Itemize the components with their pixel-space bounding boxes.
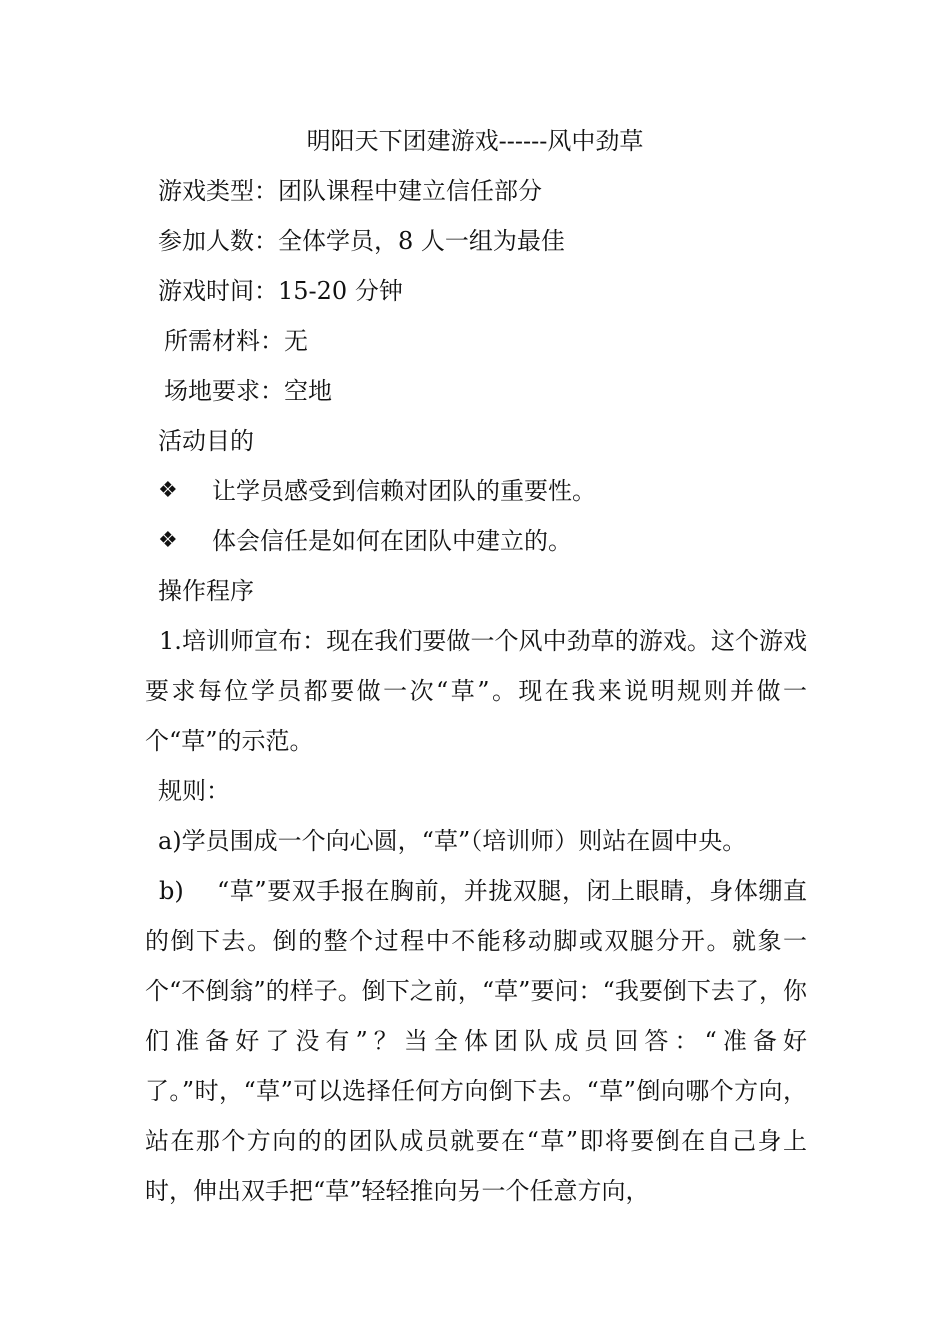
rule-b: b) “草”要双手报在胸前，并拢双腿，闭上眼睛，身体绷直的倒下去。倒的整个过程中不能移动脚或双腿分开。就象一个“不倒翁”的样子。倒下之前，“草”要问：“我要倒下去了，你们准备好了没有”？当全体团队成员回答：“准备好了。”时，“草”可以选择任何方向倒下去。“草”倒向哪个方向，站在那个方向的的团队成员就要在“草”即将要倒在自己身上时，伸出双手把“草”轻轻推向另一个任意方向， xyxy=(145,877,807,1205)
bullet-diamond-icon: ❖ xyxy=(158,478,178,503)
procedure-heading: 操作程序 xyxy=(158,577,254,605)
meta-game-type: 游戏类型：团队课程中建立信任部分 xyxy=(158,177,542,205)
meta-venue: 场地要求：空地 xyxy=(164,377,332,405)
document-title: 明阳天下团建游戏------风中劲草 xyxy=(306,127,644,155)
rule-a: a)学员围成一个向心圆，“草”（培训师）则站在圆中央。 xyxy=(158,827,747,855)
meta-participants: 参加人数：全体学员，8 人一组为最佳 xyxy=(158,227,565,255)
purpose-item-1: 让学员感受到信赖对团队的重要性。 xyxy=(212,477,596,505)
meta-duration: 游戏时间：15-20 分钟 xyxy=(158,277,403,305)
bullet-diamond-icon: ❖ xyxy=(158,528,178,553)
procedure-step-1: 1.培训师宣布：现在我们要做一个风中劲草的游戏。这个游戏要求每位学员都要做一次“草”。现在我来说明规则并做一个“草”的示范。 xyxy=(145,627,807,755)
meta-materials: 所需材料：无 xyxy=(164,327,308,355)
purpose-item-2: 体会信任是如何在团队中建立的。 xyxy=(212,527,572,555)
purpose-heading: 活动目的 xyxy=(158,427,254,455)
rules-heading: 规则： xyxy=(158,777,230,805)
